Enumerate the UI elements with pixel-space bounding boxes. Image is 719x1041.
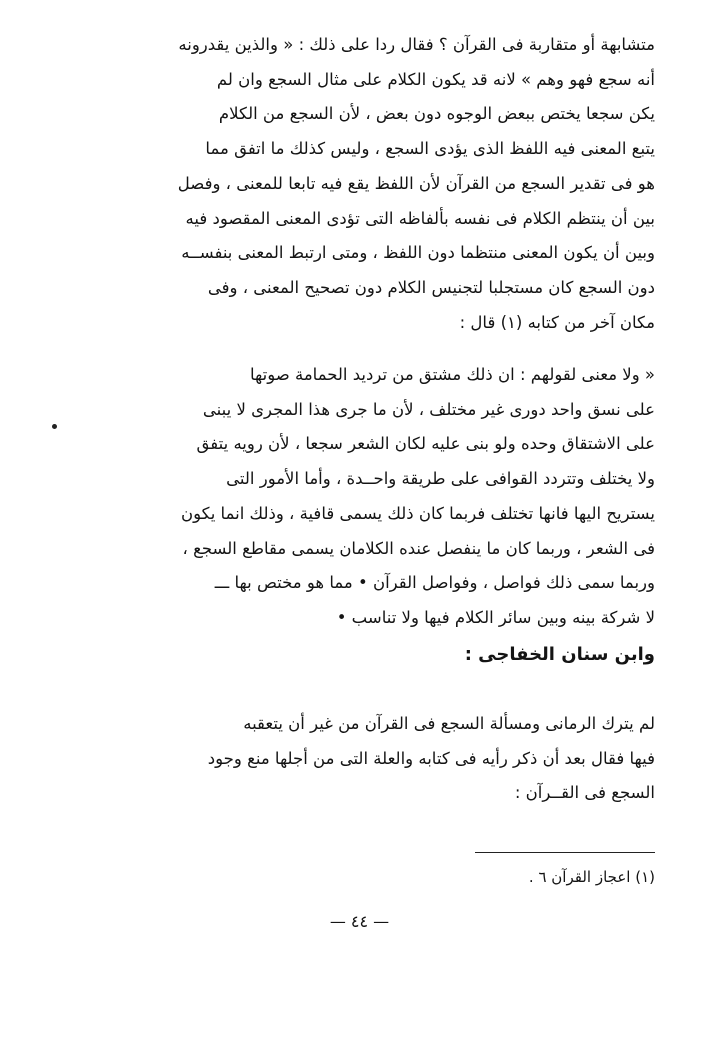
section-heading: وابن سنان الخفاجى : bbox=[464, 644, 655, 665]
text-line: بين أن ينتظم الكلام فى نفسه بألفاظه التى تؤدى المعنى المقصود فيه bbox=[185, 208, 655, 228]
text-line: لا شركة بينه وبين سائر الكلام فيها ولا تناسب • bbox=[336, 607, 655, 627]
text-line: فى الشعر ، وربما كان ما ينفصل عنده الكلامان يسمى مقاطع السجع ، bbox=[182, 538, 655, 558]
text-line: « ولا معنى لقولهم : ان ذلك مشتق من ترديد الحمامة صوتها bbox=[249, 365, 655, 384]
text-line: دون السجع كان مستجلبا لتجنيس الكلام دون تصحيح المعنى ، وفى bbox=[207, 277, 655, 297]
text-line: ولا يختلف وتتردد القوافى على طريقة واحــدة ، وأما الأمور التى bbox=[226, 469, 655, 489]
text-line: وربما سمى ذلك فواصل ، وفواصل القرآن • مما هو مختص بها ـــ bbox=[214, 573, 655, 593]
text-line: هو فى تقدير السجع من القرآن لأن اللفظ يقع فيه تابعا للمعنى ، وفصل bbox=[177, 173, 655, 193]
text-line: يكن سجعا يختص ببعض الوجوه دون بعض ، لأن السجع من الكلام bbox=[218, 104, 655, 124]
text-line: متشابهة أو متقاربة فى القرآن ؟ فقال ردا على ذلك : « والذين يقدرونه bbox=[178, 35, 655, 54]
margin-dot-mark bbox=[52, 424, 57, 429]
paragraph-3 bbox=[65, 707, 655, 811]
footnote-separator bbox=[475, 852, 655, 853]
page-number: — ٤٤ — bbox=[329, 912, 390, 931]
paragraph-1 bbox=[65, 28, 655, 340]
paragraph-2-quote bbox=[65, 358, 655, 636]
text-line: أنه سجع فهو وهم » لانه قد يكون الكلام على مثال السجع وان لم bbox=[216, 69, 655, 89]
text-line: على الاشتقاق وحده ولو بنى عليه لكان الشعر سجعا ، لأن رويه يتفق bbox=[196, 434, 655, 454]
text-line: على نسق واحد دورى غير مختلف ، لأن ما جرى هذا المجرى لا يبنى bbox=[202, 399, 655, 419]
footnote: (١) اعجاز القرآن ٦ . bbox=[528, 868, 655, 886]
text-line: وبين أن يكون المعنى منتظما دون اللفظ ، ومتى ارتبط المعنى بنفســه bbox=[181, 243, 655, 263]
text-line: فيها فقال بعد أن ذكر رأيه فى كتابه والعلة التى من أجلها منع وجود bbox=[207, 748, 655, 768]
text-line: يستريح اليها فانها تختلف فربما كان ذلك يسمى قافية ، وذلك انما يكون bbox=[180, 503, 655, 523]
text-line: السجع فى القــرآن : bbox=[514, 783, 655, 803]
text-line: لم يترك الرمانى ومسألة السجع فى القرآن من غير أن يتعقبه bbox=[243, 714, 655, 733]
text-line: مكان آخر من كتابه (١) قال : bbox=[459, 312, 655, 332]
text-line: يتبع المعنى فيه اللفظ الذى يؤدى السجع ، وليس كذلك ما اتفق مما bbox=[205, 139, 655, 159]
